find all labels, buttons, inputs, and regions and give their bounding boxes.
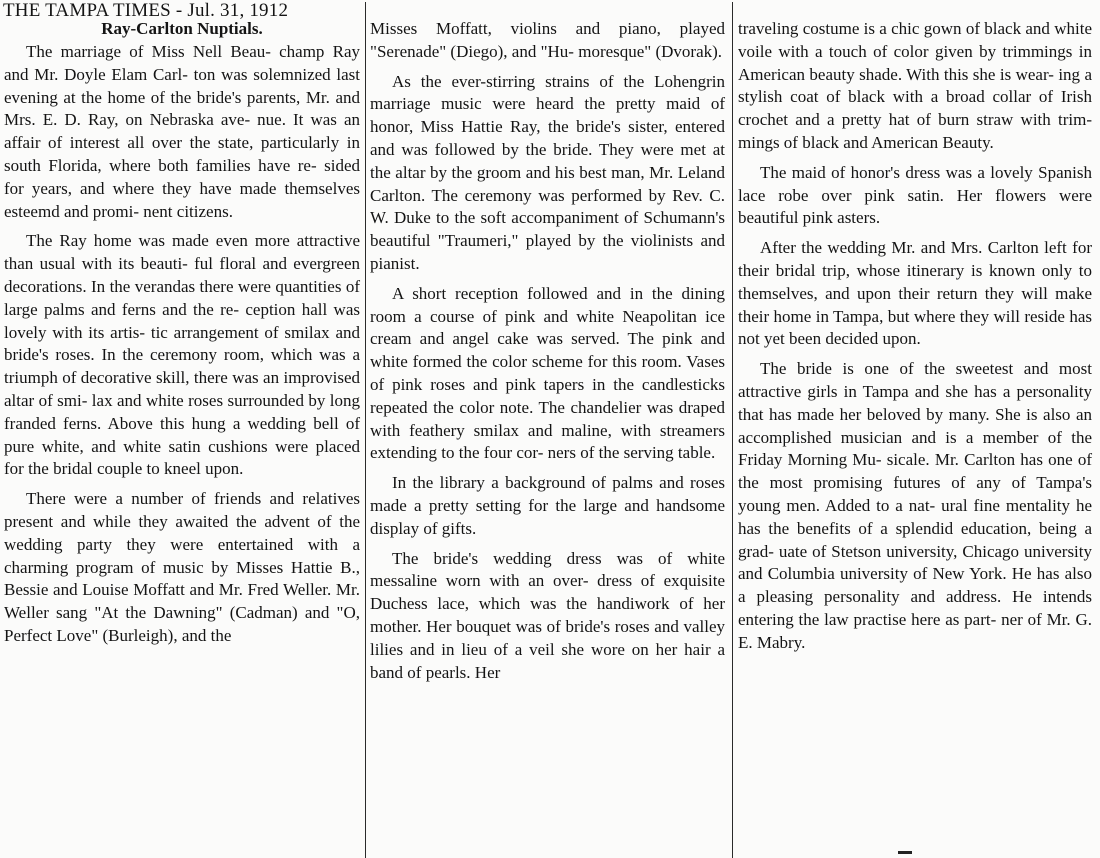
article-column-3 (738, 18, 1092, 858)
paragraph: The Ray home was made even more attractive than usual with its beauti- ful floral and evergreen decorations. In the verandas there were quantities of large palms and ferns and the re- ception hall was lovely with its artis- tic arrangement of smilax and bride's roses. In the ceremony room, which was a triumph of decorative skill, there was an improvised altar of smi- lax and white roses surrounded by long franded ferns. Above this hung a wedding bell of pure white, and white satin cushions were placed for the bridal couple to kneel upon. (4, 231, 360, 479)
article-column-1 (4, 18, 360, 858)
article-headline: Ray-Carlton Nuptials. (101, 19, 263, 38)
paragraph: After the wedding Mr. and Mrs. Carlton left for their bridal trip, whose itinerary is known only to themselves, and upon their return they will make their home in Tampa, but where they will reside has not yet been decided upon. (738, 238, 1092, 349)
paragraph: The bride is one of the sweetest and most attractive girls in Tampa and she has a personality that has made her beloved by many. She is also an accomplished musician and is a member of the Friday Morning Mu- sicale. Mr. Carlton has one of the most promising futures of any of Tampa's young men. Added to a nat- ural fine mentality he has the benefits of a splendid education, being a grad- uate of Stetson university, Chicago university and Columbia university of New York. He has also a pleasing personality and address. He intends entering the law practise here as part- ner of Mr. G. E. Mabry. (738, 359, 1092, 652)
article-column-2 (370, 18, 725, 858)
paragraph: In the library a background of palms and roses made a pretty setting for the large and handsome display of gifts. (370, 473, 725, 538)
paragraph: The marriage of Miss Nell Beau- champ Ray and Mr. Doyle Elam Carl- ton was solemnized last evening at the home of the bride's parents, Mr. and Mrs. E. D. Ray, on Nebraska ave- nue. It was an affair of interest all over the state, particularly in south Florida, where both families have re- sided for years, and where they have made themselves esteemd and promi- nent citizens. (4, 42, 360, 221)
paragraph: As the ever-stirring strains of the Lohengrin marriage music were heard the pretty maid of honor, Miss Hattie Ray, the bride's sister, entered and was followed by the bride. They were met at the altar by the groom and his best man, Mr. Leland Carlton. The ceremony was performed by Rev. C. W. Duke to the soft accompaniment of Schumann's beautiful "Traumeri," played by the violinists and pianist. (370, 71, 725, 273)
end-mark (898, 851, 912, 854)
paragraph: The bride's wedding dress was of white messaline worn with an over- dress of exquisite Duchess lace, which was the handiwork of her mother. Her bouquet was of bride's roses and valley lilies and in lieu of a veil she wore on her hair a band of pearls. Her (370, 548, 725, 682)
paragraph: A short reception followed and in the dining room a course of pink and white Neapolitan ice cream and angel cake was served. The pink and white formed the color scheme for this room. Vases of pink roses and pink tapers in the candlesticks repeated the color note. The chandelier was draped with feathery smilax and maline, with streamers extending to the four cor- ners of the serving table. (370, 283, 725, 463)
column-rule (732, 2, 733, 858)
paragraph: There were a number of friends and relatives present and while they awaited the advent of the wedding party they were entertained with a charming program of music by Misses Hattie B., Bessie and Louise Moffatt and Mr. Fred Weller. Mr. Weller sang "At the Dawning" (Cadman) and "O, Perfect Love" (Burleigh), and the (4, 489, 360, 645)
paragraph: traveling costume is a chic gown of black and white voile with a touch of color given by trimmings in American beauty shade. With this she is wear- ing a stylish coat of black with a broad collar of Irish crochet and a pretty hat of burn straw with trim- mings of black and American Beauty. (738, 19, 1092, 152)
paragraph: Misses Moffatt, violins and piano, played "Serenade" (Diego), and "Hu- moresque" (Dvorak). (370, 19, 725, 61)
paragraph: The maid of honor's dress was a lovely Spanish lace robe over pink satin. Her flowers were beautiful pink asters. (738, 162, 1092, 228)
column-rule (365, 2, 366, 858)
masthead: THE TAMPA TIMES - Jul. 31, 1912 (3, 0, 289, 21)
